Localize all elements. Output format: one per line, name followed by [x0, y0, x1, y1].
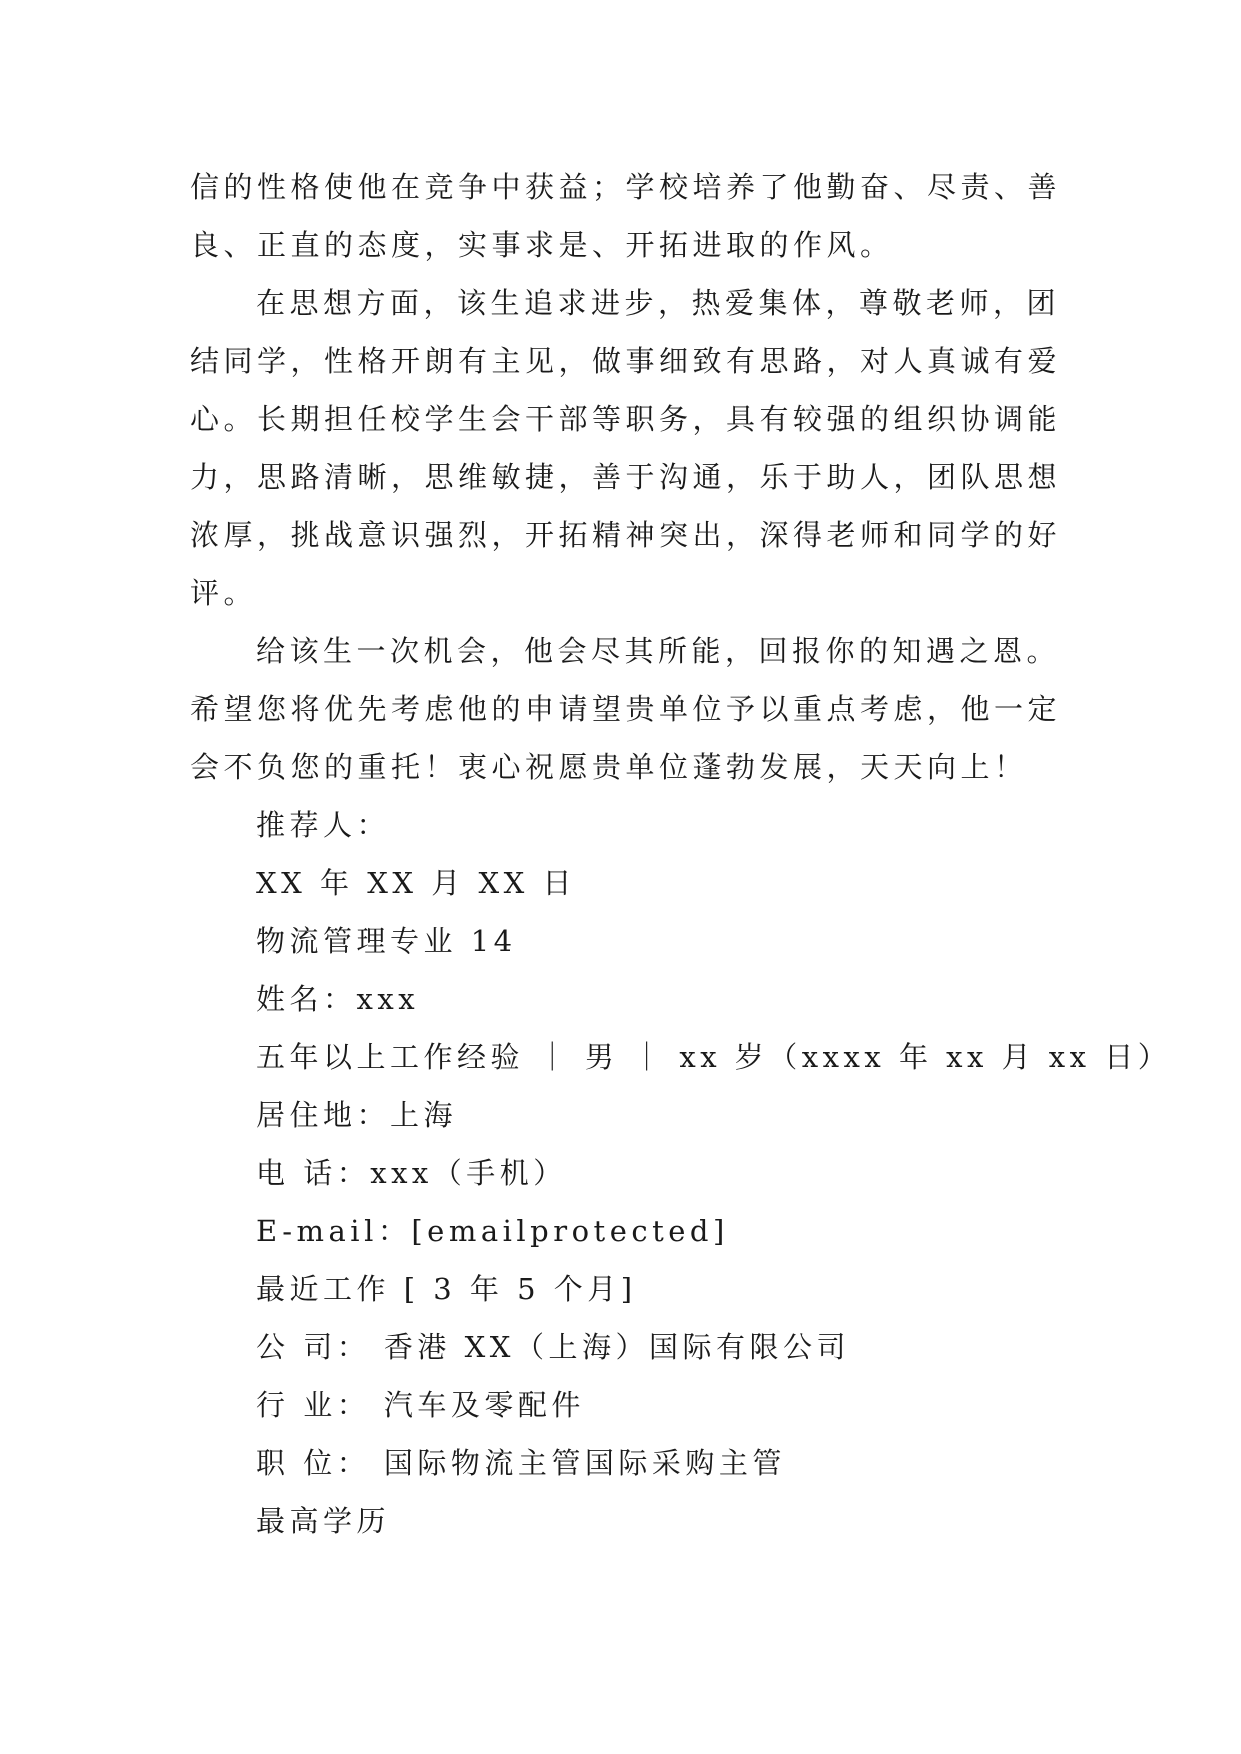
profile-summary-line: 五年以上工作经验 ｜ 男 ｜ xx 岁（xxxx 年 xx 月 xx 日）: [256, 1040, 1172, 1074]
industry-line: 行 业： 汽车及零配件: [256, 1388, 585, 1422]
recent-work-line: 最近工作 [ 3 年 5 个月]: [256, 1272, 637, 1306]
residence-line: 居住地：上海: [256, 1098, 458, 1132]
paragraph-line: 结同学，性格开朗有主见，做事细致有思路，对人真诚有爱: [190, 344, 1062, 378]
paragraph-line: 会不负您的重托！衷心祝愿贵单位蓬勃发展，天天向上！: [190, 750, 1028, 784]
paragraph-line: 浓厚，挑战意识强烈，开拓精神突出，深得老师和同学的好: [190, 518, 1062, 552]
name-line: 姓名：xxx: [256, 982, 420, 1016]
paragraph-line: 希望您将优先考虑他的申请望贵单位予以重点考虑，他一定: [190, 692, 1062, 726]
paragraph-line: 评。: [190, 576, 258, 610]
phone-line: 电 话：xxx（手机）: [256, 1156, 567, 1190]
paragraph-line: 在思想方面，该生追求进步，热爱集体，尊敬老师，团: [256, 286, 1061, 320]
paragraph-line: 力，思路清晰，思维敏捷，善于沟通，乐于助人，团队思想: [190, 460, 1062, 494]
document-body: [190, 158, 1172, 1550]
email-line: E-mail：[emailprotected]: [256, 1214, 729, 1248]
paragraph-line: 给该生一次机会，他会尽其所能，回报你的知遇之恩。: [256, 634, 1061, 668]
date-line: XX 年 XX 月 XX 日: [256, 866, 576, 900]
company-line: 公 司： 香港 XX（上海）国际有限公司: [256, 1330, 850, 1364]
education-heading: 最高学历: [256, 1504, 391, 1538]
major-line: 物流管理专业 14: [256, 924, 517, 958]
paragraph-line: 信的性格使他在竞争中获益；学校培养了他勤奋、尽责、善: [190, 170, 1062, 204]
recommender-label: 推荐人：: [256, 808, 391, 842]
paragraph-line: 心。长期担任校学生会干部等职务，具有较强的组织协调能: [190, 402, 1062, 436]
paragraph-line: 良、正直的态度，实事求是、开拓进取的作风。: [190, 228, 894, 262]
position-line: 职 位： 国际物流主管国际采购主管: [256, 1446, 786, 1480]
